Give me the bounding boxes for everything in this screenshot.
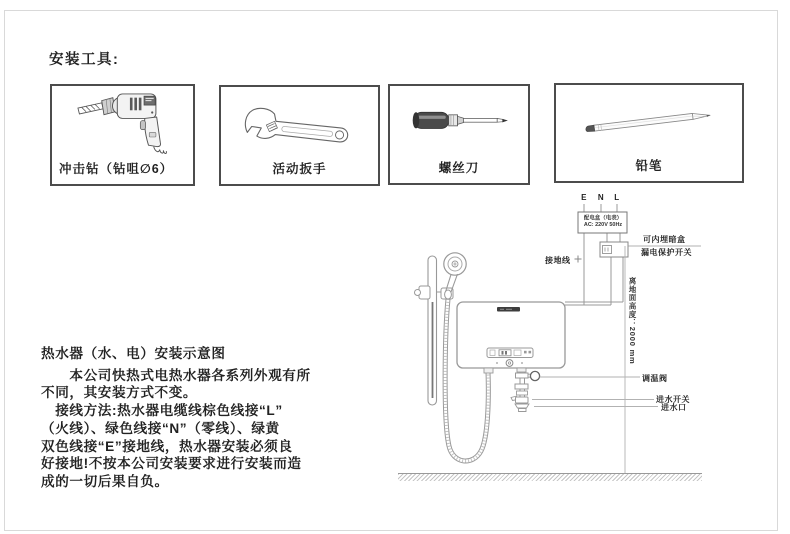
ground-wire-label: 接地线 (545, 256, 571, 265)
terminal-l-label: L (614, 193, 620, 202)
description-line: 成的一切后果自负。 (41, 473, 169, 489)
distribution-box-line1: 配电盒（电表） (583, 215, 622, 222)
adjustable-wrench-icon (221, 89, 378, 159)
tools-heading: 安装工具: (49, 52, 120, 68)
pencil-icon (556, 87, 742, 156)
installation-description (41, 345, 365, 491)
tool-label-wrench: 活动扳手 (272, 162, 327, 176)
shower-head-icon (444, 253, 466, 299)
ground-symbol-icon (575, 256, 582, 263)
concealed-box-label: 可内埋暗盒 (643, 235, 686, 244)
tool-box-wrench (219, 85, 380, 186)
water-heater-unit (457, 302, 565, 373)
description-line: 不同，其安装方式不变。 (41, 385, 198, 401)
tool-box-pencil (554, 83, 744, 183)
leakage-switch-box (600, 242, 628, 257)
description-line: 双色线接“E”接地线，热水器安装必须良 (41, 438, 293, 454)
description-line: 好接地!不按本公司安装要求进行安装而造 (41, 456, 302, 472)
distribution-box-line2: AC: 220V 50Hz (583, 221, 622, 228)
terminal-e-label: E (581, 193, 587, 202)
ground-line (398, 473, 702, 481)
impact-drill-icon (52, 88, 193, 159)
tool-label-screwdriver: 螺丝刀 (438, 161, 480, 175)
screwdriver-icon (390, 88, 528, 158)
leakage-switch-label: 漏电保护开关 (641, 248, 692, 257)
tool-box-impact-drill (50, 84, 195, 186)
description-title: 热水器（水、电）安装示意图 (41, 346, 226, 361)
height-label: 离地面高度：2000 mm (628, 277, 637, 365)
tool-label-pencil: 铅笔 (635, 159, 663, 173)
distribution-box-label (577, 215, 628, 227)
temp-valve-knob (530, 371, 539, 380)
description-line: 本公司快热式电热水器各系列外观有所 (41, 367, 311, 383)
tool-label-impact-drill: 冲击钻（钻咀∅6） (59, 162, 174, 176)
temp-valve-label: 调温阀 (642, 373, 668, 383)
terminal-n-label: N (597, 193, 605, 202)
inlet-pipe-assembly (511, 371, 540, 411)
power-knob (506, 360, 513, 367)
description-line: 接线方法:热水器电缆线棕色线接“L” (41, 403, 283, 419)
inlet-label: 进水口 (661, 402, 687, 412)
inlet-switch-label: 进水开关 (656, 395, 690, 404)
description-line: （火线）、绿色线接“N”（零线）、绿黄 (41, 420, 280, 436)
tool-box-screwdriver (388, 84, 530, 185)
